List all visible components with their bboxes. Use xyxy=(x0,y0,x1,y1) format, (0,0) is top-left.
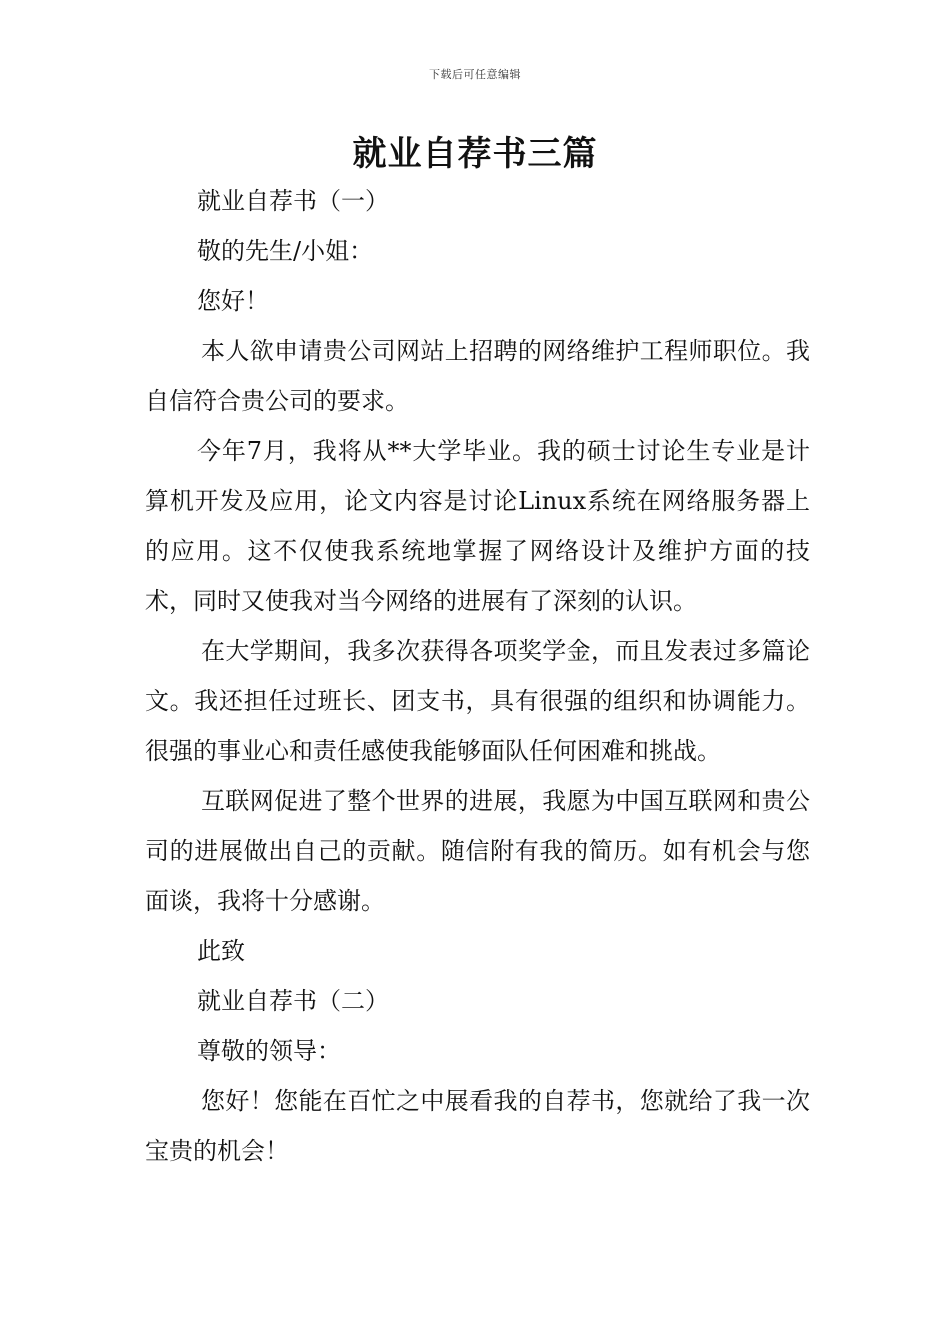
paragraph-education: 今年7月，我将从**大学毕业。我的硕士讨论生专业是计算机开发及应用，论文内容是讨论Linux系统在网络服务器上的应用。这不仅使我系统地掌握了网络设计及维护方面的技术，同时又使我对当今网络的进展有了深刻的认识。 xyxy=(145,437,810,615)
greeting: 您好！ xyxy=(197,287,269,315)
document-title: 就业自荐书三篇 xyxy=(352,134,598,174)
paragraph-application: 本人欲申请贵公司网站上招聘的网络维护工程师职位。我自信符合贵公司的要求。 xyxy=(145,337,810,415)
document-body xyxy=(145,176,810,1176)
paragraph-greeting-2: 您好！您能在百忙之中展看我的自荐书，您就给了我一次宝贵的机会！ xyxy=(145,1087,810,1165)
salutation-2: 尊敬的领导： xyxy=(197,1037,341,1065)
section-heading-2: 就业自荐书（二） xyxy=(197,987,389,1015)
paragraph-achievements: 在大学期间，我多次获得各项奖学金，而且发表过多篇论文。我还担任过班长、团支书，具有很强的组织和协调能力。很强的事业心和责任感使我能够面队任何困难和挑战。 xyxy=(145,637,810,765)
header-note: 下载后可任意编辑 xyxy=(429,68,521,81)
paragraph-contribution: 互联网促进了整个世界的进展，我愿为中国互联网和贵公司的进展做出自己的贡献。随信附有我的简历。如有机会与您面谈，我将十分感谢。 xyxy=(145,787,810,915)
closing: 此致 xyxy=(197,937,245,965)
section-heading-1: 就业自荐书（一） xyxy=(197,187,389,215)
salutation: 敬的先生/小姐： xyxy=(197,237,374,265)
